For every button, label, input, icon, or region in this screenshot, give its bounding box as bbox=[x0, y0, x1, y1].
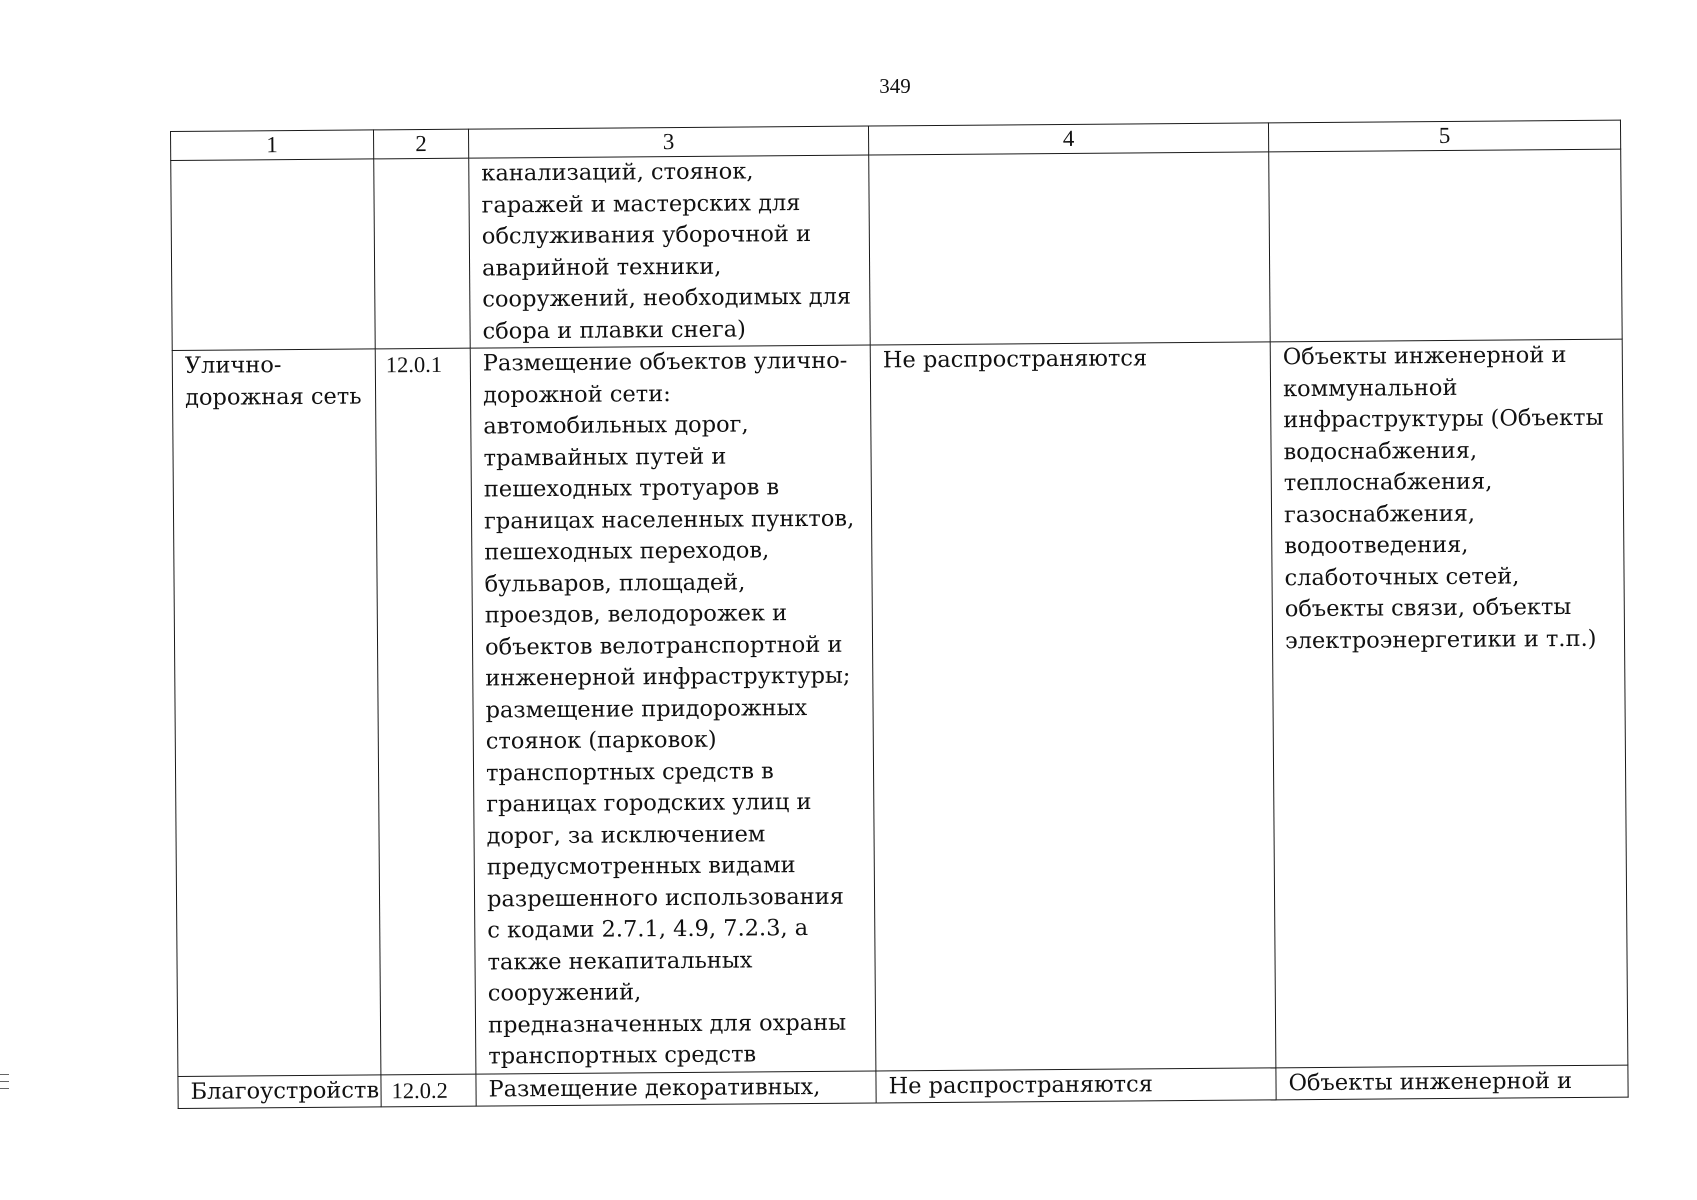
document-table-container bbox=[170, 120, 1628, 1109]
use-type-name bbox=[171, 159, 375, 351]
table-row bbox=[172, 339, 1628, 1076]
auxiliary-uses-cell: Объекты инженерной и bbox=[1276, 1065, 1628, 1100]
restrictions-cell: Не распространяются bbox=[876, 1067, 1276, 1103]
use-type-name: Улично-дорожная сеть bbox=[172, 349, 381, 1076]
auxiliary-uses-cell bbox=[1269, 149, 1622, 342]
land-use-table bbox=[170, 120, 1629, 1109]
margin-tick bbox=[0, 1081, 9, 1082]
table-row bbox=[171, 149, 1622, 350]
margin-tick bbox=[0, 1088, 9, 1089]
use-type-description: канализаций, стоянок, гаражей и мастерских для обслуживания уборочной и аварийной техники, сооружений, необходимых для сбора и плавки снега) bbox=[469, 155, 870, 348]
column-header: 1 bbox=[171, 130, 374, 161]
use-type-description: Размещение декоративных, bbox=[476, 1070, 876, 1106]
scan-margin-marks bbox=[0, 1074, 10, 1095]
auxiliary-uses-cell: Объекты инженерной и коммунальной инфраструктуры (Объекты водоснабжения, теплоснабжения, газоснабжения, водоотведения, слаботочных сетей, объекты связи, объекты электроэнергетики и т.п.) bbox=[1270, 339, 1628, 1067]
use-type-description: Размещение объектов улично-дорожной сети: автомобильных дорог, трамвайных путей и пешеходных тротуаров в границах населенных пунктов, пешеходных переходов, бульваров, площадей, проездов, велодорожек и объектов велотранспортной и инженерной инфраструктуры; размещение придорожных стоянок (парковок) транспортных средств в границах городских улиц и дорог, за исключением предусмотренных видами разрешенного использования с кодами 2.7.1, 4.9, 7.2.3, а также некапитальных сооружений, предназначенных для охраны транспортных средств bbox=[470, 345, 876, 1074]
use-type-name: Благоустройств bbox=[178, 1074, 381, 1108]
restrictions-cell bbox=[869, 152, 1270, 345]
column-header: 4 bbox=[868, 123, 1268, 155]
margin-tick bbox=[0, 1074, 9, 1075]
column-header: 5 bbox=[1268, 120, 1620, 152]
use-type-code: 12.0.1 bbox=[375, 348, 476, 1074]
page-number: 349 bbox=[879, 74, 911, 98]
column-header: 2 bbox=[373, 129, 468, 159]
restrictions-cell: Не распространяются bbox=[870, 342, 1276, 1071]
use-type-code bbox=[374, 158, 470, 349]
use-type-code: 12.0.2 bbox=[381, 1074, 476, 1107]
column-header: 3 bbox=[468, 126, 868, 158]
